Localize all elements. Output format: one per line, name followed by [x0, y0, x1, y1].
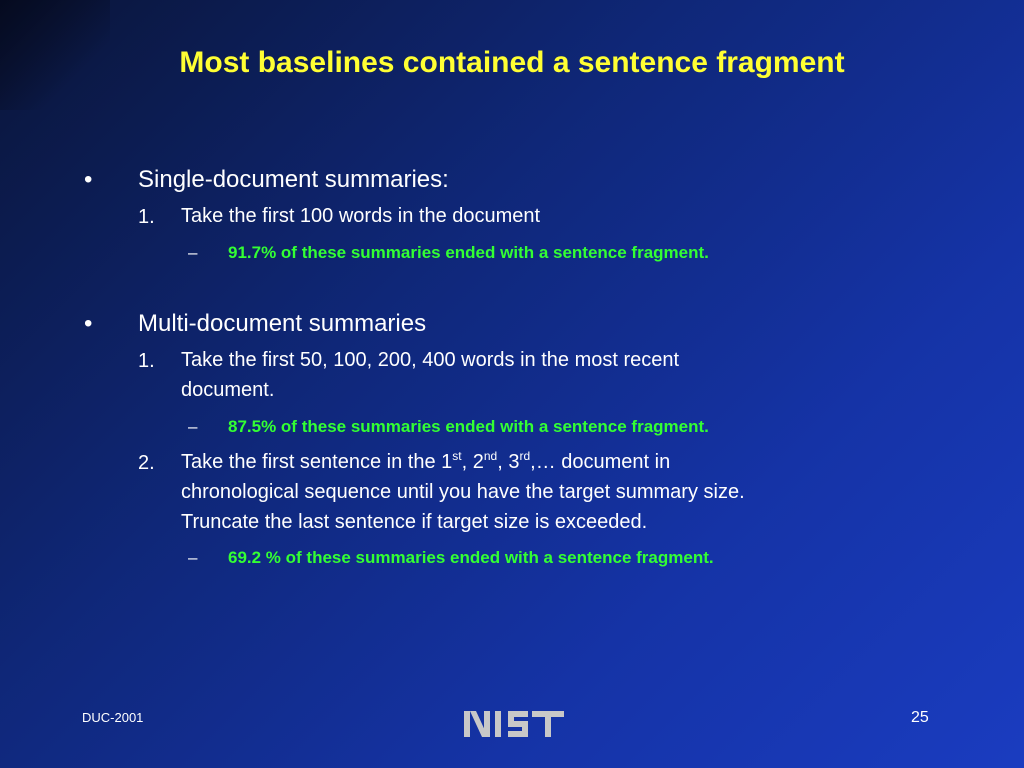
slide-title: Most baselines contained a sentence fragment [179, 46, 845, 79]
section1-item1-result: 91.7% of these summaries ended with a sentence fragment. [228, 243, 709, 262]
section1-item1-number: 1. [138, 206, 155, 228]
nist-logo-icon [462, 708, 568, 740]
section2-heading: Multi-document summaries [138, 310, 427, 337]
item2-part1: Take the first sentence in the 1 [181, 451, 453, 473]
item2-part3: , 3 [497, 451, 520, 473]
bullet-icon: • [84, 166, 93, 193]
item2-sup1: st [452, 449, 462, 463]
item2-part2: , 2 [461, 451, 484, 473]
section1-item1-dash: – [188, 243, 198, 262]
section2-item1-text-line2: document. [181, 379, 275, 401]
section1-item1-text: Take the first 100 words in the document [181, 205, 541, 227]
section2-item1-number: 1. [138, 350, 155, 372]
bullet-icon: • [84, 310, 93, 337]
section2-item2-text-line3: Truncate the last sentence if target size is exceeded. [181, 511, 648, 533]
item2-part4: ,… document in [530, 451, 671, 473]
section2-item1-result: 87.5% of these summaries ended with a sentence fragment. [228, 417, 709, 436]
section2-item1-dash: – [188, 417, 198, 436]
item2-sup3: rd [519, 449, 531, 463]
page-number: 25 [911, 709, 929, 726]
section1-heading: Single-document summaries: [138, 166, 449, 193]
section2-item2-text-line2: chronological sequence until you have the target summary size. [181, 481, 745, 503]
section2-item2-dash: – [188, 548, 198, 567]
section2-item2-text-line1 [181, 447, 941, 477]
section2-item2-result: 69.2 % of these summaries ended with a sentence fragment. [228, 548, 714, 567]
footer-conference: DUC-2001 [82, 710, 144, 725]
section2-item2-number: 2. [138, 452, 155, 474]
section2-item1-text-line1: Take the first 50, 100, 200, 400 words in the most recent [181, 349, 680, 371]
item2-sup2: nd [483, 449, 498, 463]
